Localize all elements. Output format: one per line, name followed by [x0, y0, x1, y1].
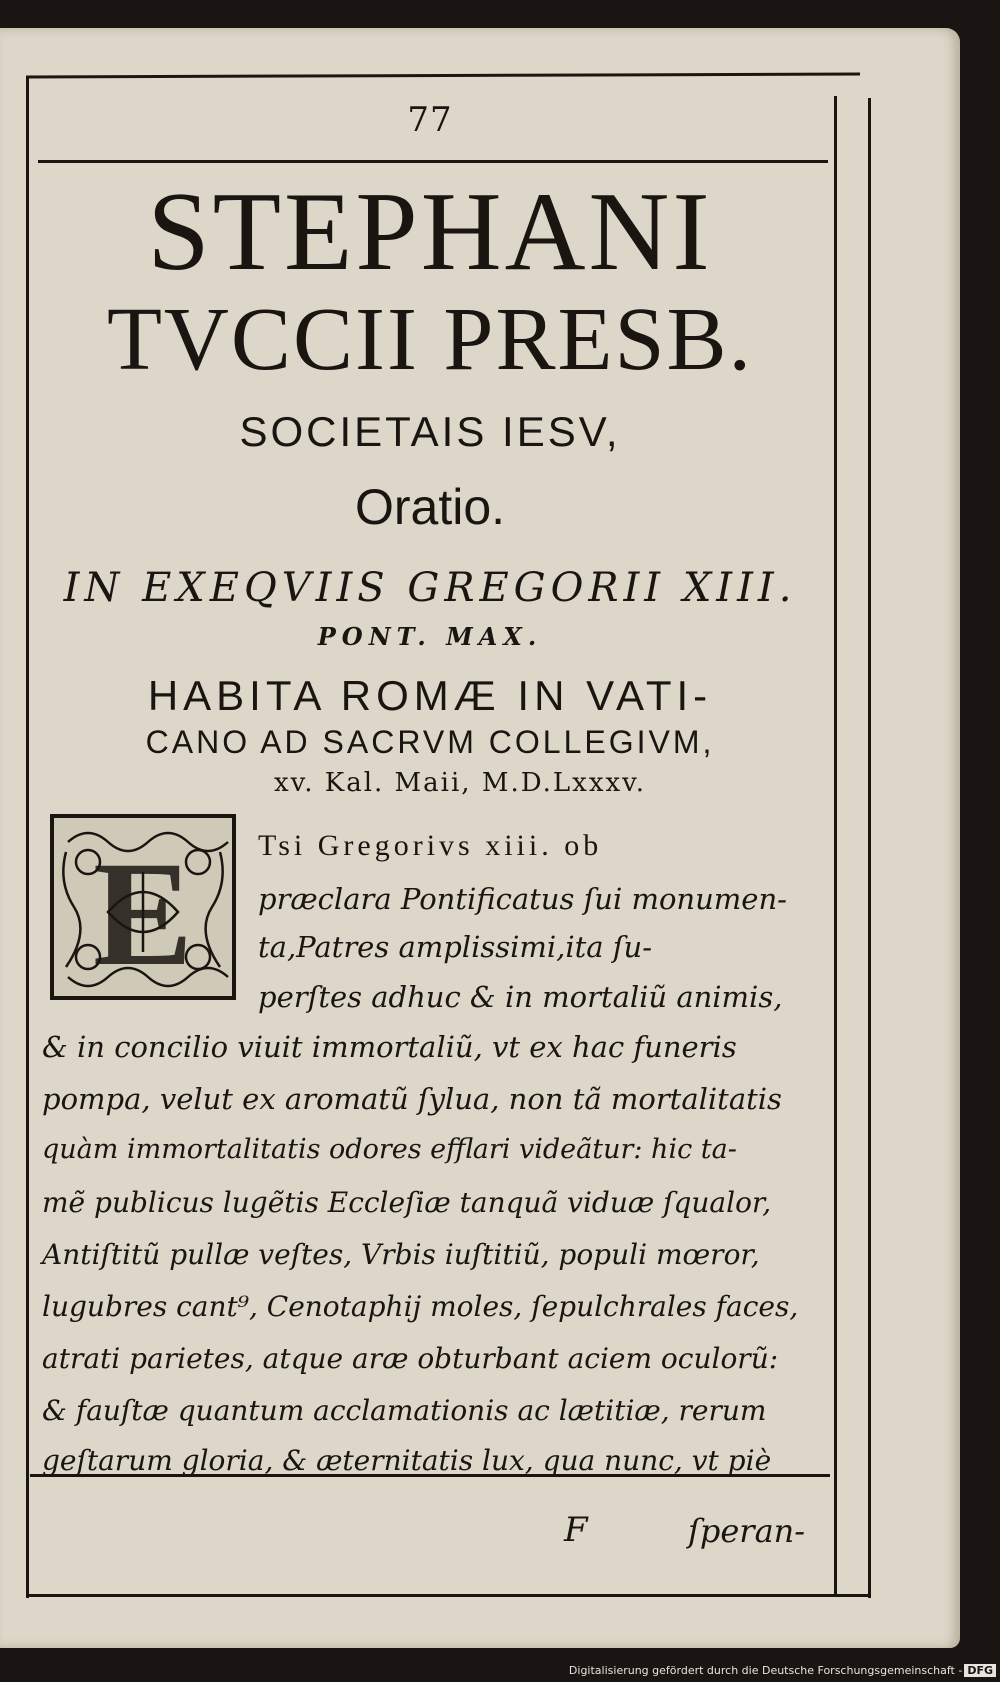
frame-right-rule-inner: [834, 96, 837, 1596]
initial-letter: E: [92, 831, 194, 997]
title-line-1: STEPHANI: [147, 170, 713, 294]
occasion-line-3: xv. Kal. Maii, M.D.Lxxxv.: [273, 768, 647, 798]
body-line-13: geſtarum gloria, & æternitatis lux, qua nunc, vt piè: [42, 1444, 772, 1477]
frame-bottom-rule: [26, 1594, 870, 1597]
body-line-3: ta,Patres amplissimi,ita ſu-: [258, 930, 653, 964]
frame-right-rule-outer: [868, 98, 871, 1598]
body-line-12: & fauſtæ quantum acclamationis ac lætitiæ, rerum: [42, 1394, 767, 1427]
digitization-footer: [0, 1660, 1000, 1682]
body-line-9: Antiſtitũ pullæ veſtes, Vrbis iuſtitiũ, populi mœror,: [42, 1238, 760, 1271]
occasion-line-1: HABITA ROMÆ IN VATI-: [147, 672, 713, 719]
catchword: ſperan-: [688, 1512, 806, 1550]
body-line-10: lugubres cant⁹, Cenotaphij moles, ſepulchrales faces,: [42, 1290, 799, 1323]
footer-text: Digitalisierung gefördert durch die Deutsche Forschungsgemeinschaft -: [568, 1664, 963, 1677]
body-line-6: pompa, velut ex aromatũ ſylua, non tã mortalitatis: [42, 1082, 782, 1116]
body-line-4: perſtes adhuc & in mortaliũ animis,: [258, 980, 783, 1014]
body-line-2: præclara Pontificatus ſui monumen-: [258, 882, 787, 916]
title-line-2: TVCCII PRESB.: [106, 290, 754, 389]
title-line-4: Oratio.: [354, 479, 506, 535]
decorated-initial-e: [48, 812, 238, 1002]
page-number: 77: [407, 100, 453, 140]
body-line-8: mẽ publicus lugẽtis Eccleſiæ tanquã viduæ ſqualor,: [42, 1186, 772, 1219]
body-line-1: Tsi Gregorivs xiii. ob: [258, 829, 603, 862]
subtitle-line-1: IN EXEQVIIS GREGORII XIII.: [63, 565, 797, 611]
body-line-5: & in concilio viuit immortaliũ, vt ex hac funeris: [42, 1030, 737, 1064]
dfg-logo: DFG: [964, 1664, 996, 1677]
header-rule: [38, 160, 828, 163]
signature-mark: F: [564, 1510, 588, 1550]
title-line-3: SOCIETAIS IESV,: [239, 408, 621, 455]
body-line-7: quàm immortalitatis odores efflari videãtur: hic ta-: [42, 1134, 737, 1165]
body-line-11: atrati parietes, atque aræ obturbant aciem oculorũ:: [42, 1342, 779, 1375]
subtitle-line-2: PONT. MAX.: [317, 622, 543, 651]
occasion-line-2: CANO AD SACRVM COLLEGIVM,: [145, 724, 715, 760]
frame-left-rule: [26, 76, 29, 1598]
